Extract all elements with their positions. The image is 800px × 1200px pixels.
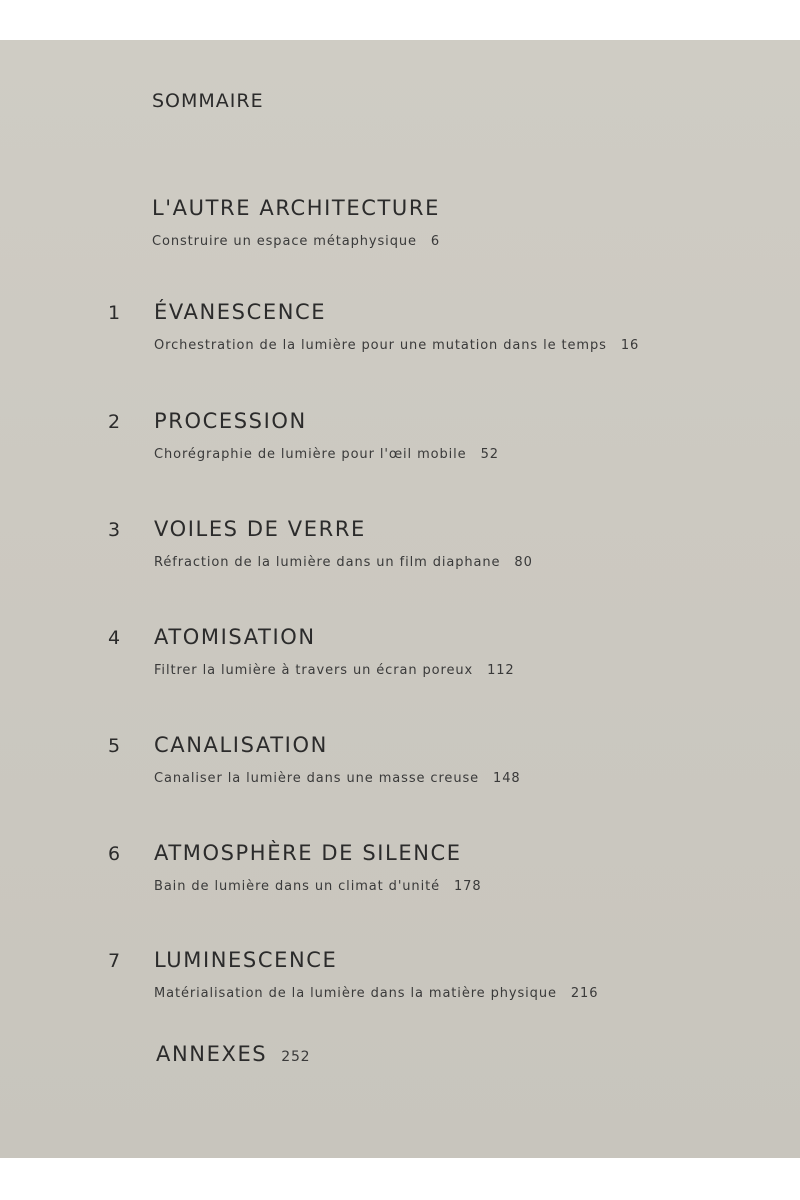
chapter-number: 1 bbox=[108, 302, 121, 324]
chapter-subtitle: Chorégraphie de lumière pour l'œil mobile bbox=[154, 447, 467, 462]
toc-heading: SOMMAIRE bbox=[152, 90, 264, 112]
annexes-title: ANNEXES bbox=[156, 1042, 268, 1066]
chapter-page-number: 80 bbox=[514, 555, 533, 570]
chapter-title: PROCESSION bbox=[154, 409, 307, 433]
chapter-page-number: 216 bbox=[570, 986, 599, 1001]
chapter-page-number: 52 bbox=[480, 447, 499, 462]
intro-page-number: 6 bbox=[430, 234, 441, 249]
chapter-subtitle: Orchestration de la lumière pour une mutation dans le temps bbox=[154, 338, 607, 353]
chapter-page-number: 112 bbox=[487, 663, 515, 678]
chapter-title: VOILES DE VERRE bbox=[154, 517, 366, 541]
intro-title: L'AUTRE ARCHITECTURE bbox=[152, 196, 440, 220]
chapter-subtitle-line bbox=[154, 986, 598, 1001]
chapter-page-number: 148 bbox=[493, 771, 521, 786]
chapter-number: 6 bbox=[108, 843, 121, 865]
chapter-number: 3 bbox=[108, 519, 121, 541]
intro-subtitle-line bbox=[152, 234, 440, 249]
chapter-subtitle: Matérialisation de la lumière dans la matière physique bbox=[154, 986, 557, 1001]
chapter-subtitle-line bbox=[154, 555, 533, 570]
chapter-title: ATOMISATION bbox=[154, 625, 316, 649]
chapter-subtitle-line bbox=[154, 879, 482, 894]
annexes-page-number: 252 bbox=[281, 1049, 311, 1065]
chapter-subtitle: Bain de lumière dans un climat d'unité bbox=[154, 879, 440, 894]
chapter-number: 5 bbox=[108, 735, 121, 757]
chapter-page-number: 178 bbox=[453, 879, 482, 894]
toc-entry-annexes bbox=[156, 1042, 310, 1066]
chapter-page-number: 16 bbox=[620, 338, 640, 353]
chapter-subtitle-line bbox=[154, 771, 521, 786]
chapter-title: ÉVANESCENCE bbox=[154, 300, 327, 324]
chapter-number: 2 bbox=[108, 411, 121, 433]
chapter-title: LUMINESCENCE bbox=[154, 948, 338, 972]
chapter-title: CANALISATION bbox=[154, 733, 328, 757]
intro-subtitle: Construire un espace métaphysique bbox=[152, 234, 417, 249]
book-page bbox=[0, 40, 800, 1158]
chapter-number: 4 bbox=[108, 627, 121, 649]
chapter-subtitle-line bbox=[154, 447, 499, 462]
chapter-subtitle: Filtrer la lumière à travers un écran poreux bbox=[154, 663, 474, 678]
chapter-subtitle-line bbox=[154, 338, 639, 353]
chapter-subtitle-line bbox=[154, 663, 515, 678]
chapter-subtitle: Réfraction de la lumière dans un film diaphane bbox=[154, 555, 501, 570]
chapter-subtitle: Canaliser la lumière dans une masse creuse bbox=[154, 771, 480, 786]
chapter-title: ATMOSPHÈRE DE SILENCE bbox=[154, 841, 462, 865]
chapter-number: 7 bbox=[108, 950, 121, 972]
